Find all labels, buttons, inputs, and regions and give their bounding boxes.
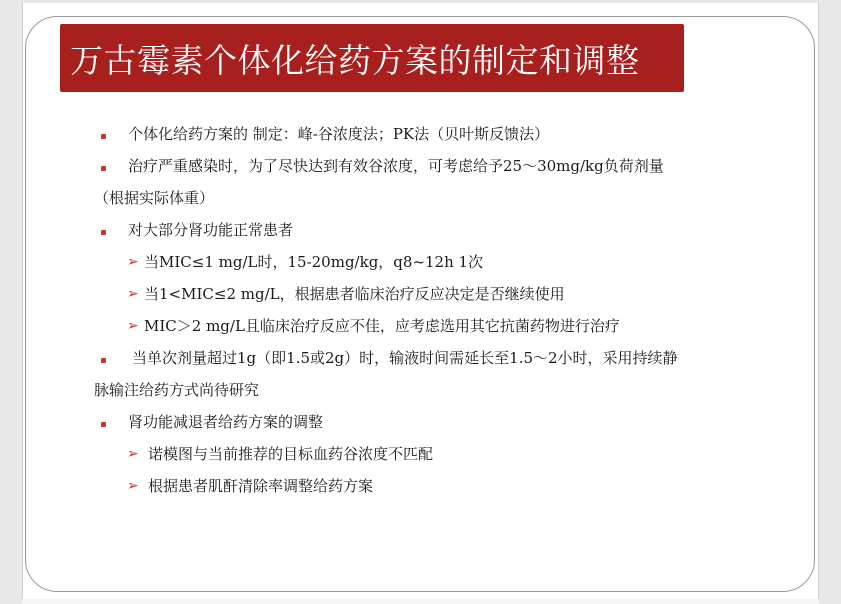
sub-bullet-text: 诺模图与当前推荐的目标血药谷浓度不匹配: [148, 445, 434, 463]
bullet-text-continued: 脉输注给药方式尚待研究: [94, 381, 260, 399]
slide-frame: [25, 16, 815, 592]
sub-bullet-text: MIC＞2 mg/L且临床治疗反应不佳，应考虑选用其它抗菌药物进行治疗: [144, 317, 620, 335]
sub-bullet-text: 当1<MIC≤2 mg/L，根据患者临床治疗反应决定是否继续使用: [144, 285, 565, 303]
sub-bullet-text: 根据患者肌酐清除率调整给药方案: [148, 477, 374, 495]
bullet-text: 个体化给药方案的 制定：峰-谷浓度法；PK法（贝叶斯反馈法）: [128, 125, 550, 143]
square-bullet-icon: [101, 134, 106, 139]
bullet-text: 治疗严重感染时，为了尽快达到有效谷浓度，可考虑给予25～30mg/kg负荷剂量: [128, 157, 664, 175]
square-bullet-icon: [101, 358, 106, 363]
arrow-bullet-icon: ➢: [127, 446, 139, 462]
arrow-bullet-icon: ➢: [127, 318, 139, 334]
bullet-text: 肾功能减退者给药方案的调整: [128, 413, 324, 431]
sub-bullet-text: 当MIC≤1 mg/L时，15-20mg/kg，q8~12h 1次: [144, 253, 484, 271]
bullet-text-continued: （根据实际体重）: [94, 189, 215, 207]
arrow-bullet-icon: ➢: [127, 254, 139, 270]
slide-title: 万古霉素个体化给药方案的制定和调整: [70, 40, 640, 80]
square-bullet-icon: [101, 230, 106, 235]
square-bullet-icon: [101, 422, 106, 427]
bullet-text: 当单次剂量超过1g（即1.5或2g）时，输液时间需延长至1.5～2小时，采用持续静: [132, 349, 678, 367]
arrow-bullet-icon: ➢: [127, 286, 139, 302]
bullet-text: 对大部分肾功能正常患者: [128, 221, 294, 239]
bottom-edge: [22, 599, 819, 604]
square-bullet-icon: [101, 166, 106, 171]
arrow-bullet-icon: ➢: [127, 478, 139, 494]
title-bar: [60, 24, 684, 92]
